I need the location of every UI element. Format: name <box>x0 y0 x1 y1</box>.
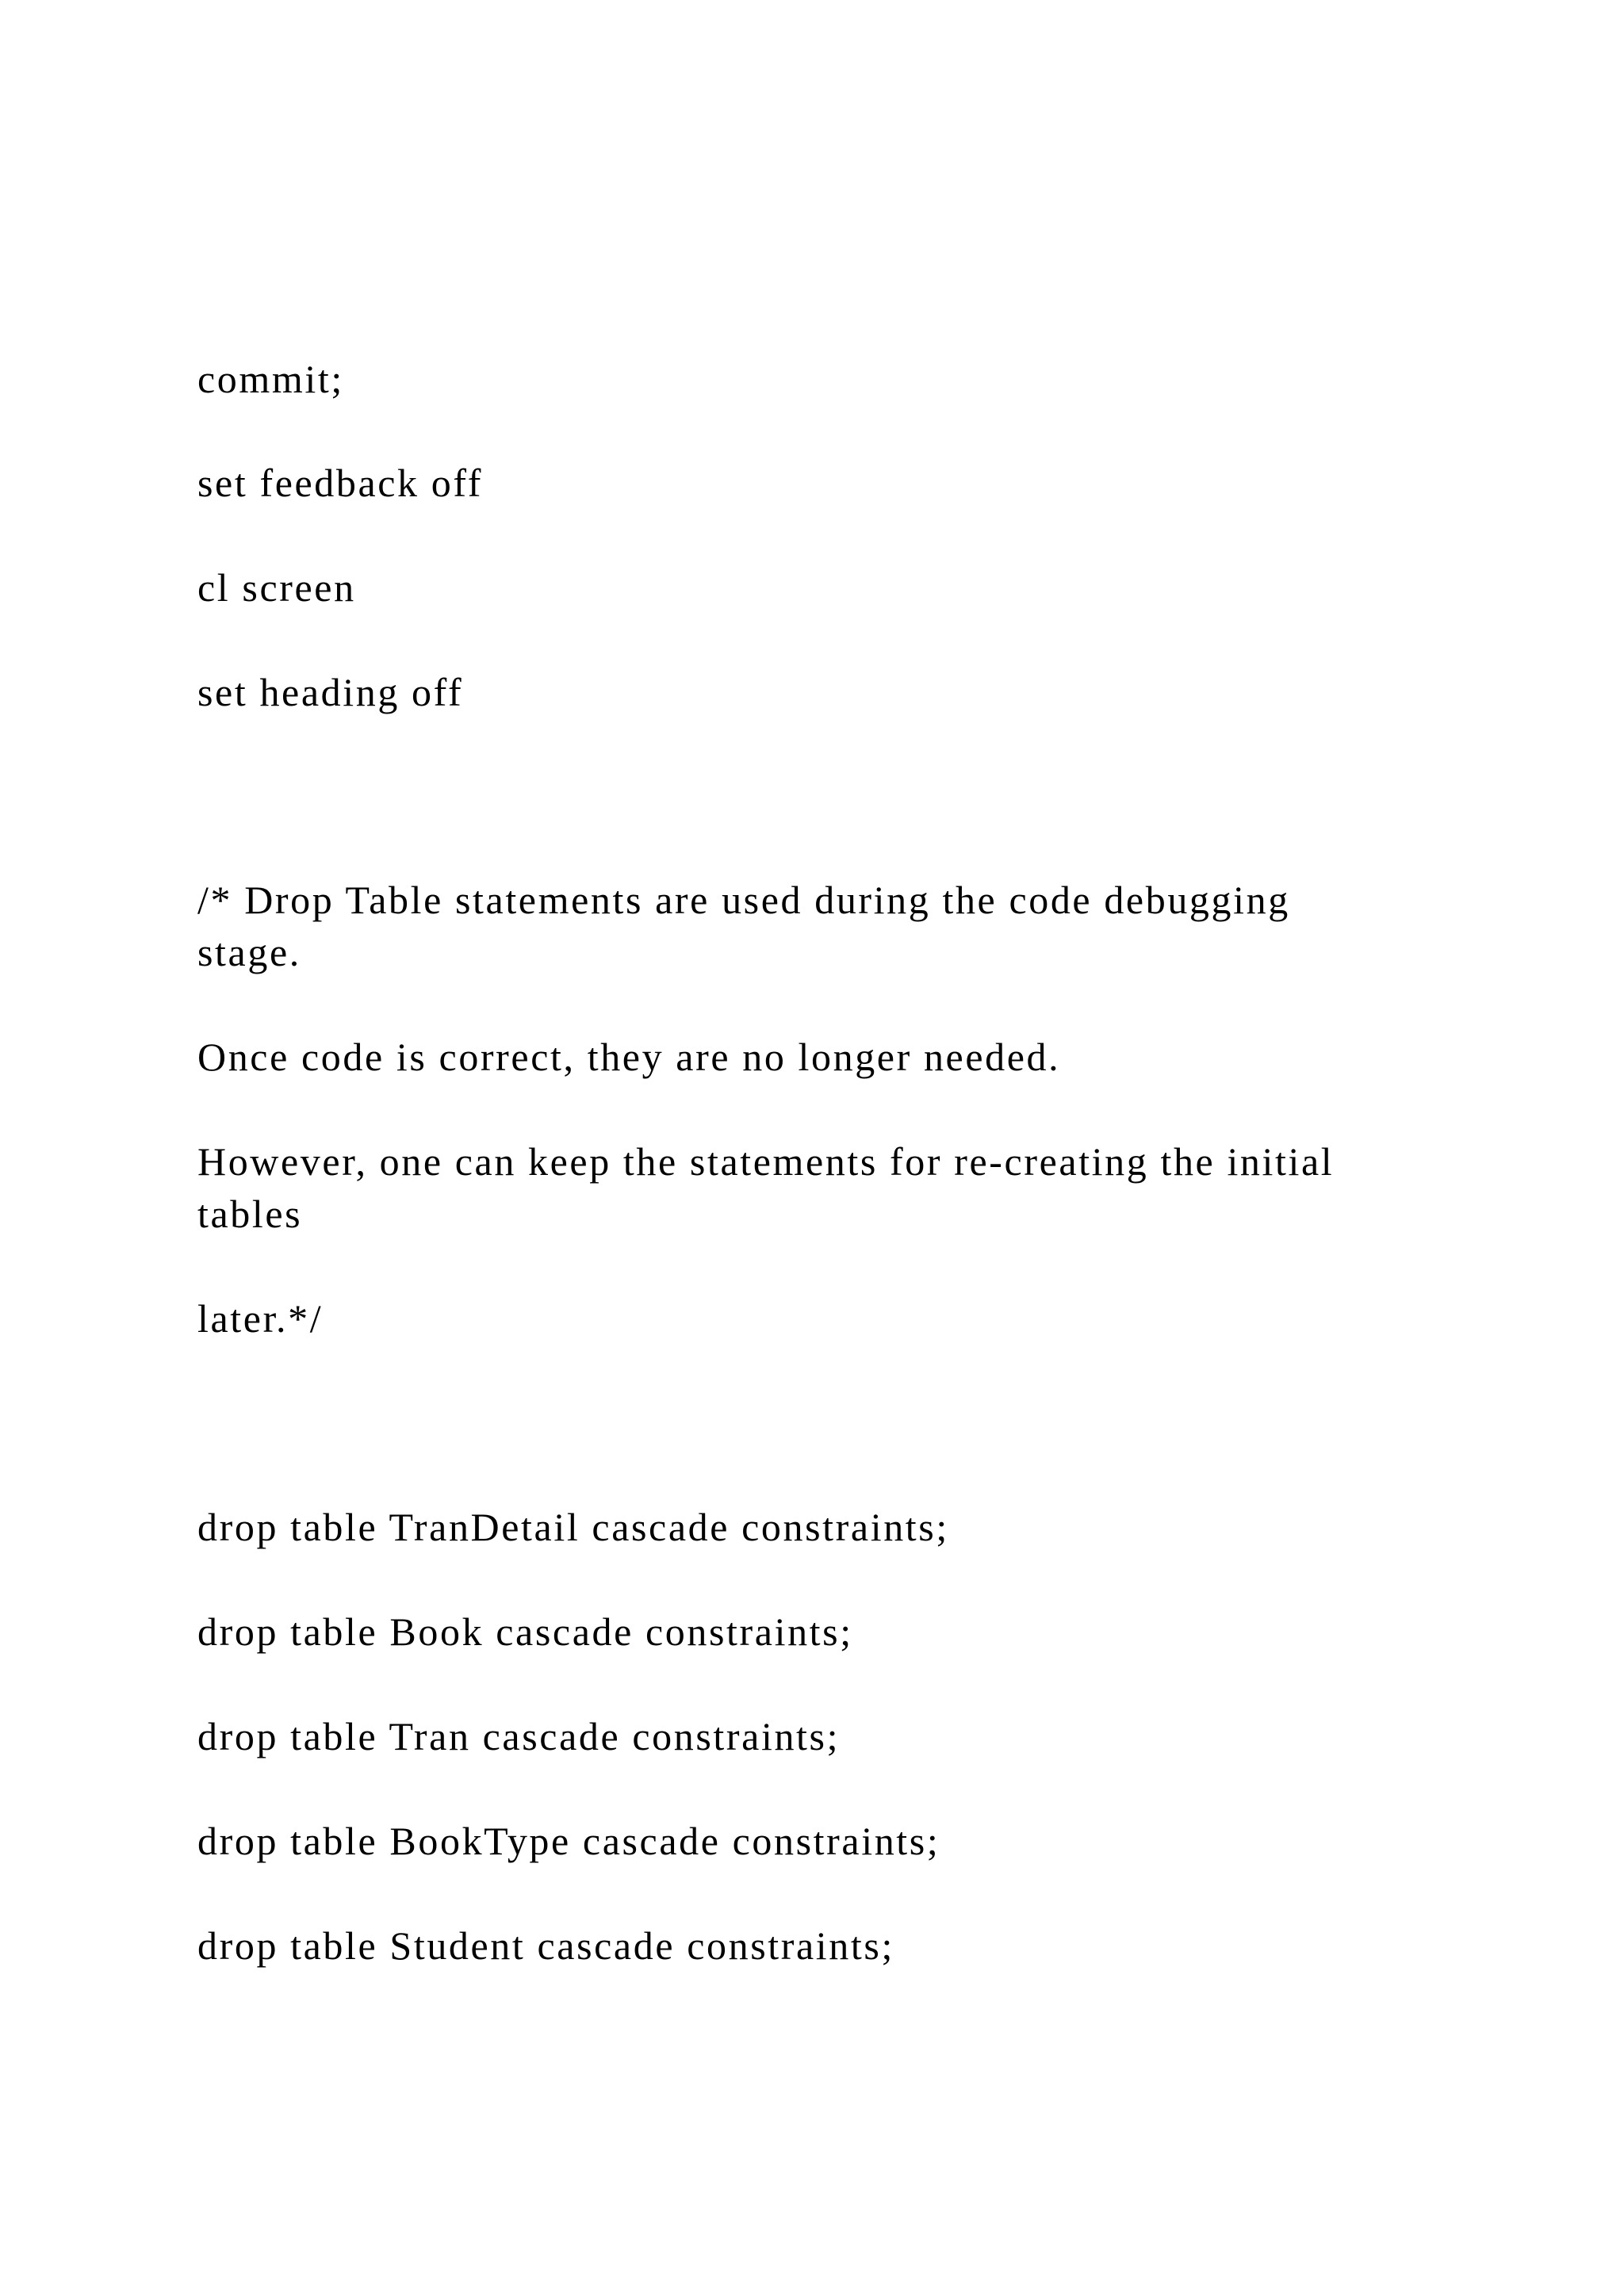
text-line: Once code is correct, they are no longer needed. <box>197 1035 1061 1079</box>
text-line: drop table TranDetail cascade constraints; <box>197 1505 949 1549</box>
text-line: cl screen <box>197 565 356 610</box>
text-line: /* Drop Table statements are used during the code debugging <box>197 878 1290 922</box>
text-line: drop table BookType cascade constraints; <box>197 1819 940 1863</box>
text-line: drop table Book cascade constraints; <box>197 1609 853 1654</box>
text-line: drop table Student cascade constraints; <box>197 1923 894 1968</box>
text-line: However, one can keep the statements for re-creating the initial <box>197 1139 1335 1184</box>
text-line: stage. <box>197 930 301 974</box>
text-line: drop table Tran cascade constraints; <box>197 1714 841 1758</box>
text-line: commit; <box>197 357 344 401</box>
text-line: later.*/ <box>197 1296 324 1341</box>
text-line: set heading off <box>197 670 464 714</box>
text-line: tables <box>197 1192 303 1236</box>
text-line: set feedback off <box>197 461 483 505</box>
